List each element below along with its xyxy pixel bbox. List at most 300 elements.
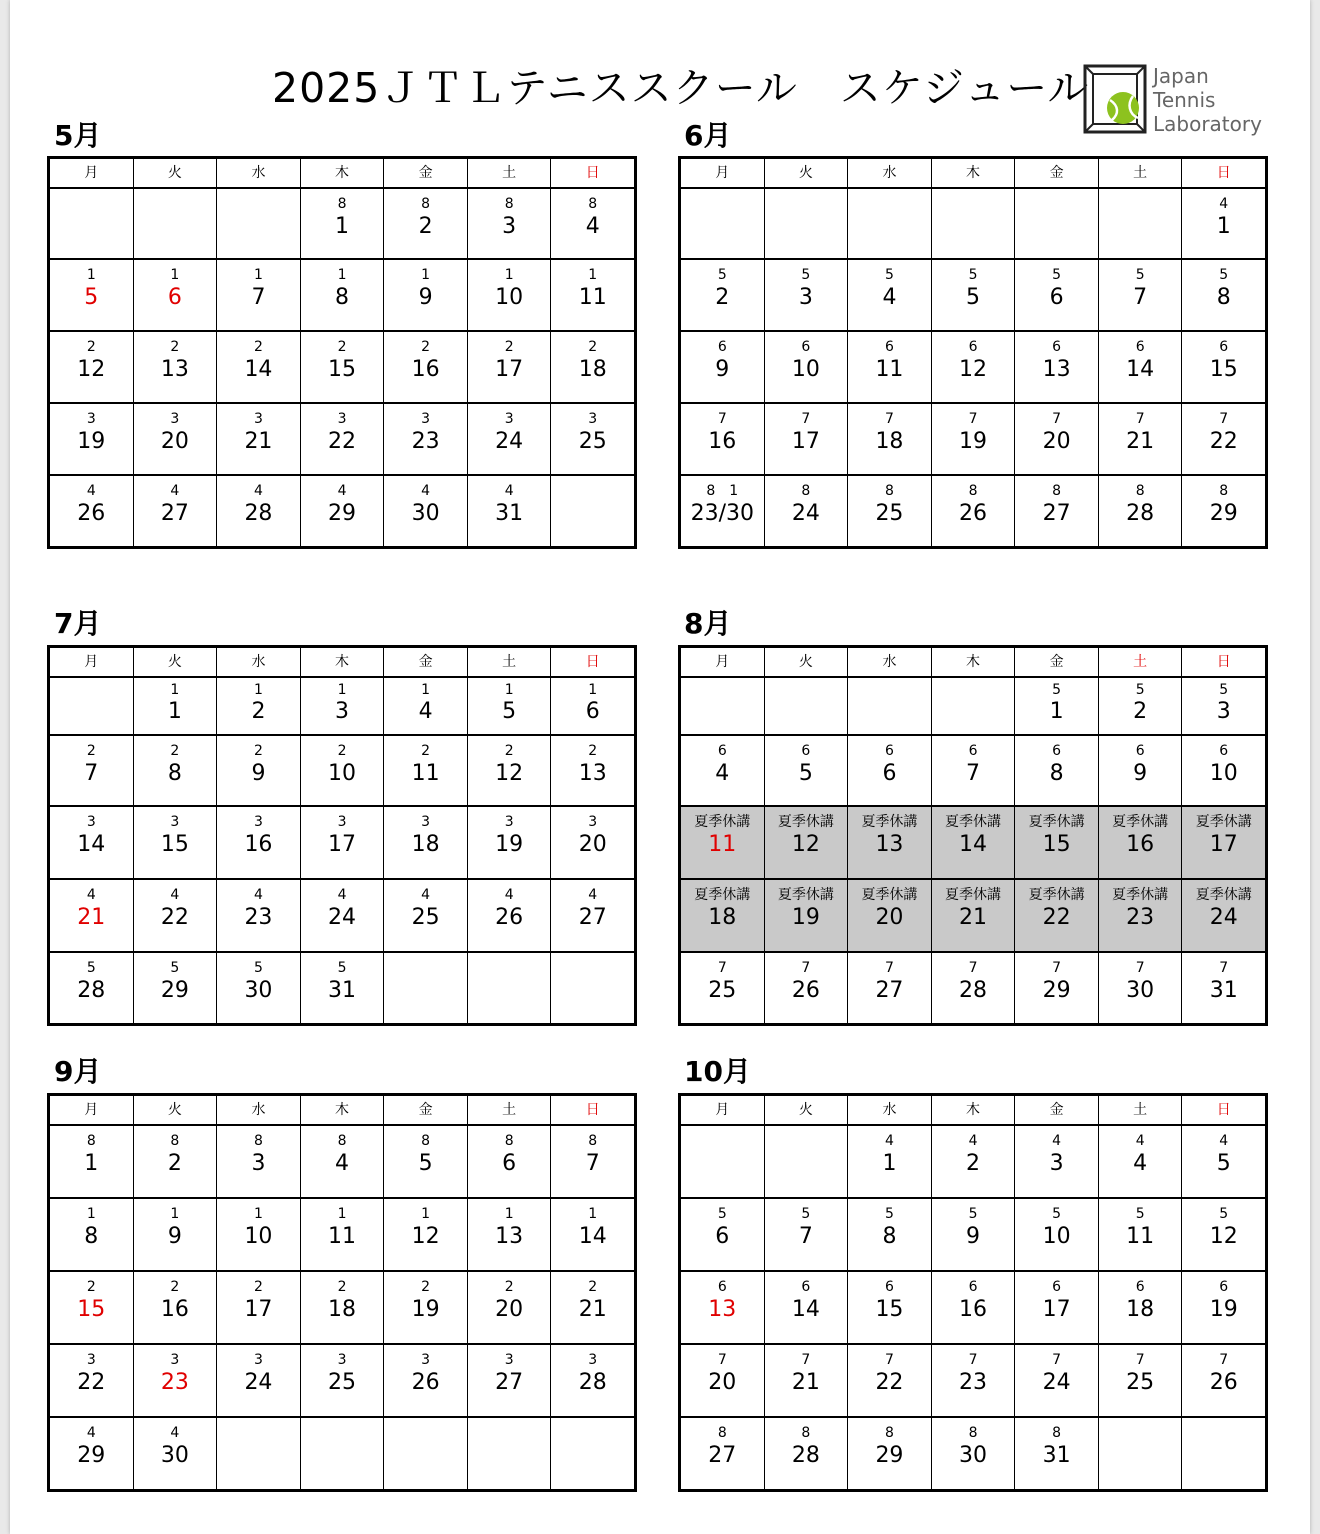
day-cell [848,332,932,402]
month-calendar [678,1093,1268,1492]
day-number: 9 [167,1224,182,1249]
weekday-label: 火 [765,159,849,187]
day-number: 25 [708,978,737,1003]
day-number: 31 [1042,1443,1071,1468]
weekday-label: 金 [1015,648,1099,676]
session-count: 5 [1052,1206,1062,1222]
day-cell [1015,1272,1099,1343]
closure-note: 夏季休講 [1195,887,1252,903]
weekday-label: 土 [1099,648,1183,676]
empty-cell [932,189,1016,258]
day-number: 10 [791,357,820,382]
day-cell [765,1272,849,1343]
day-cell [1015,1199,1099,1270]
day-number: 22 [1042,905,1071,930]
session-count: 6 [968,339,978,355]
day-number: 26 [495,905,524,930]
session-count: 8 [504,196,514,212]
session-count: 7 [884,411,894,427]
session-count: 3 [504,1352,514,1368]
day-cell [217,332,301,402]
closure-note: 夏季休講 [945,887,1002,903]
day-number: 6 [585,699,600,724]
month-label: 8月 [684,607,732,640]
session-count: 4 [253,887,263,903]
day-cell [384,404,468,474]
day-number: 4 [418,699,433,724]
day-cell [1182,953,1265,1023]
session-count: 3 [253,814,263,830]
day-cell [468,1345,552,1416]
day-number: 2 [167,1151,182,1176]
session-count: 2 [253,1279,263,1295]
day-cell [217,404,301,474]
session-count: 4 [1219,196,1229,212]
day-number: 6 [882,761,897,786]
day-cell [217,476,301,546]
session-count: 6 [1135,1279,1145,1295]
day-cell [1099,332,1183,402]
day-cell [301,880,385,951]
session-count: 2 [421,339,431,355]
session-count: 3 [421,814,431,830]
day-number: 24 [1042,1370,1071,1395]
session-count: 5 [717,1206,727,1222]
day-cell [681,880,765,951]
day-cell [765,404,849,474]
day-cell [301,404,385,474]
day-cell [301,189,385,258]
empty-cell [848,678,932,734]
session-count: 5 [884,267,894,283]
day-cell [1182,1126,1265,1197]
day-number: 28 [959,978,988,1003]
weekday-label: 月 [50,648,134,676]
session-count: 6 [1135,339,1145,355]
day-cell [681,476,765,546]
day-cell [765,807,849,878]
session-count: 3 [588,1352,598,1368]
session-count: 6 [968,1279,978,1295]
day-number: 20 [1042,429,1071,454]
session-count: 6 [1135,743,1145,759]
session-count: 1 [337,267,347,283]
day-number: 29 [160,978,189,1003]
day-number: 12 [495,761,524,786]
day-cell [848,404,932,474]
closure-note: 夏季休講 [861,887,918,903]
session-count: 5 [968,267,978,283]
day-number: 27 [495,1370,524,1395]
day-cell [134,807,218,878]
day-cell [551,1126,634,1197]
session-count: 3 [421,1352,431,1368]
day-cell [50,476,134,546]
session-count: 7 [1052,960,1062,976]
month-calendar [47,1093,637,1492]
day-number: 29 [875,1443,904,1468]
weekday-label: 水 [217,159,301,187]
session-count: 6 [717,1279,727,1295]
day-cell [301,953,385,1023]
day-cell [848,953,932,1023]
week-row [50,1345,634,1418]
day-number: 8 [1049,761,1064,786]
day-number: 14 [244,357,273,382]
session-count: 3 [504,814,514,830]
session-count: 2 [86,743,96,759]
day-number: 2 [418,214,433,239]
session-count: 4 [421,887,431,903]
session-count: 8 [588,196,598,212]
day-cell [681,1199,765,1270]
day-number: 13 [875,832,904,857]
day-number: 2 [966,1151,981,1176]
day-number: 11 [411,761,440,786]
day-number: 22 [1209,429,1238,454]
day-number: 30 [411,501,440,526]
day-cell [932,1272,1016,1343]
day-cell [932,1199,1016,1270]
day-number: 18 [1126,1297,1155,1322]
day-number: 14 [791,1297,820,1322]
day-number: 1 [1049,699,1064,724]
empty-cell [932,678,1016,734]
day-cell [134,880,218,951]
day-number: 30 [244,978,273,1003]
day-cell [468,189,552,258]
session-count: 8 [253,1133,263,1149]
day-cell [551,807,634,878]
day-cell [134,678,218,734]
day-number: 16 [160,1297,189,1322]
day-number: 4 [335,1151,350,1176]
day-number: 26 [77,501,106,526]
session-count: 3 [588,814,598,830]
session-count: 6 [801,339,811,355]
day-cell [1182,476,1265,546]
empty-cell [217,1418,301,1489]
session-count: 1 [253,267,263,283]
day-cell [1099,476,1183,546]
day-cell [50,1126,134,1197]
closure-note: 夏季休講 [777,887,834,903]
session-count: 8 [884,1425,894,1441]
week-row [681,807,1265,880]
day-number: 30 [160,1443,189,1468]
day-number: 4 [1133,1151,1148,1176]
day-cell [384,189,468,258]
day-number: 9 [966,1224,981,1249]
weekday-label: 土 [468,648,552,676]
day-cell [1015,678,1099,734]
week-row [681,332,1265,404]
day-number: 28 [1126,501,1155,526]
weekday-label: 月 [681,159,765,187]
session-count: 6 [1219,743,1229,759]
session-count: 5 [337,960,347,976]
session-count: 6 [1052,743,1062,759]
session-count: 1 [170,267,180,283]
day-number: 24 [1209,905,1238,930]
day-number: 14 [959,832,988,857]
empty-cell [551,476,634,546]
session-count: 7 [717,1352,727,1368]
week-row [681,1345,1265,1418]
day-cell [932,880,1016,951]
day-cell [932,476,1016,546]
session-count: 8 [801,1425,811,1441]
logo-text [1153,64,1262,136]
month-label: 9月 [54,1055,102,1088]
day-number: 16 [1126,832,1155,857]
session-count: 4 [170,1425,180,1441]
day-cell [134,1418,218,1489]
session-count: 4 [253,483,263,499]
day-cell [468,880,552,951]
empty-cell [384,1418,468,1489]
session-count: 8 1 [706,483,739,499]
day-number: 12 [77,357,106,382]
day-number: 14 [578,1224,607,1249]
day-cell [301,1126,385,1197]
session-count: 7 [1052,1352,1062,1368]
day-number: 6 [167,285,182,310]
week-row [50,260,634,332]
day-cell [134,1126,218,1197]
day-cell [50,332,134,402]
session-count: 6 [884,1279,894,1295]
weekday-header [50,648,634,678]
closure-note: 夏季休講 [945,814,1002,830]
session-count: 8 [1219,483,1229,499]
session-count: 2 [253,743,263,759]
day-cell [217,1345,301,1416]
day-number: 5 [418,1151,433,1176]
day-cell [134,1272,218,1343]
session-count: 3 [253,1352,263,1368]
session-count: 1 [253,682,263,698]
weekday-label: 水 [848,648,932,676]
weekday-label: 月 [50,1096,134,1124]
day-number: 8 [167,761,182,786]
day-cell [848,1345,932,1416]
session-count: 2 [337,1279,347,1295]
session-count: 5 [968,1206,978,1222]
week-row [681,404,1265,476]
day-number: 7 [1133,285,1148,310]
day-cell [1099,807,1183,878]
day-number: 19 [411,1297,440,1322]
empty-cell [681,189,765,258]
day-cell [932,953,1016,1023]
session-count: 7 [717,960,727,976]
session-count: 8 [588,1133,598,1149]
day-cell [848,476,932,546]
day-cell [301,736,385,805]
session-count: 5 [801,267,811,283]
day-number: 13 [495,1224,524,1249]
day-number: 6 [715,1224,730,1249]
day-cell [301,1199,385,1270]
day-number: 3 [798,285,813,310]
week-row [681,1126,1265,1199]
weekday-label: 日 [1216,165,1231,181]
weekday-label: 土 [468,159,552,187]
day-cell [50,1199,134,1270]
day-number: 7 [585,1151,600,1176]
session-count: 2 [170,1279,180,1295]
empty-cell [551,1418,634,1489]
day-number: 23 [160,1370,189,1395]
session-count: 4 [1052,1133,1062,1149]
empty-cell [848,189,932,258]
session-count: 4 [421,483,431,499]
session-count: 8 [1135,483,1145,499]
day-cell [1099,880,1183,951]
day-cell [765,332,849,402]
weekday-label: 木 [932,159,1016,187]
weekday-label: 日 [1216,654,1231,670]
day-number: 7 [966,761,981,786]
week-row [681,678,1265,736]
day-cell [551,1272,634,1343]
week-row [50,332,634,404]
day-number: 21 [578,1297,607,1322]
day-cell [551,736,634,805]
weekday-label: 土 [468,1096,552,1124]
session-count: 1 [588,1206,598,1222]
empty-cell [384,953,468,1023]
day-number: 27 [708,1443,737,1468]
day-number: 5 [1216,1151,1231,1176]
weekday-label: 水 [217,648,301,676]
day-cell [1015,260,1099,330]
session-count: 8 [968,483,978,499]
day-cell [301,1272,385,1343]
day-cell [384,476,468,546]
closure-note: 夏季休講 [694,887,751,903]
session-count: 8 [717,1425,727,1441]
schedule-sheet [10,0,1310,1534]
day-cell [932,332,1016,402]
day-number: 21 [244,429,273,454]
session-count: 1 [504,267,514,283]
session-count: 6 [801,1279,811,1295]
day-number: 10 [1209,761,1238,786]
session-count: 1 [421,1206,431,1222]
day-cell [848,1126,932,1197]
weekday-label: 火 [134,648,218,676]
day-number: 10 [1042,1224,1071,1249]
day-number: 5 [502,699,517,724]
session-count: 8 [801,483,811,499]
day-number: 17 [1042,1297,1071,1322]
week-row [50,189,634,260]
day-number: 15 [1209,357,1238,382]
day-cell [468,1126,552,1197]
day-number: 28 [77,978,106,1003]
day-number: 26 [1209,1370,1238,1395]
session-count: 1 [588,682,598,698]
session-count: 5 [86,960,96,976]
day-number: 2 [251,699,266,724]
day-cell [681,736,765,805]
week-row [681,880,1265,953]
session-count: 8 [86,1133,96,1149]
logo-line: Japan [1153,64,1209,88]
day-cell [1015,880,1099,951]
weekday-label: 金 [1015,159,1099,187]
session-count: 2 [86,1279,96,1295]
day-number: 25 [1126,1370,1155,1395]
day-cell [134,332,218,402]
session-count: 1 [86,267,96,283]
day-number: 26 [791,978,820,1003]
weekday-label: 金 [384,159,468,187]
day-number: 19 [959,429,988,454]
day-cell [1099,260,1183,330]
day-cell [468,678,552,734]
session-count: 5 [253,960,263,976]
day-cell [1015,736,1099,805]
month-calendar [678,645,1268,1026]
session-count: 6 [1052,1279,1062,1295]
weekday-label: 土 [1099,159,1183,187]
day-number: 18 [578,357,607,382]
week-row [50,736,634,807]
month-label: 7月 [54,607,102,640]
day-cell [134,476,218,546]
session-count: 6 [801,743,811,759]
session-count: 3 [337,1352,347,1368]
day-number: 9 [251,761,266,786]
day-number: 18 [328,1297,357,1322]
weekday-label: 月 [50,159,134,187]
day-number: 21 [959,905,988,930]
day-number: 29 [1042,978,1071,1003]
closure-note: 夏季休講 [777,814,834,830]
day-cell [217,736,301,805]
session-count: 4 [504,887,514,903]
logo-line: Tennis [1153,88,1216,112]
session-count: 4 [337,887,347,903]
day-number: 12 [791,832,820,857]
day-number: 21 [1126,429,1155,454]
day-cell [1099,404,1183,474]
session-count: 8 [421,196,431,212]
closure-note: 夏季休講 [1028,887,1085,903]
day-number: 1 [335,214,350,239]
month-calendar [47,645,637,1026]
day-cell [551,332,634,402]
empty-cell [1182,1418,1265,1489]
day-number: 15 [1042,832,1071,857]
session-count: 6 [717,339,727,355]
day-number: 16 [244,832,273,857]
day-cell [384,1272,468,1343]
day-number: 29 [1209,501,1238,526]
session-count: 1 [504,682,514,698]
day-number: 18 [411,832,440,857]
day-cell [217,1199,301,1270]
weekday-label: 火 [134,159,218,187]
day-number: 9 [715,357,730,382]
session-count: 5 [1052,267,1062,283]
day-number: 13 [1042,357,1071,382]
day-cell [301,678,385,734]
weekday-label: 水 [848,159,932,187]
